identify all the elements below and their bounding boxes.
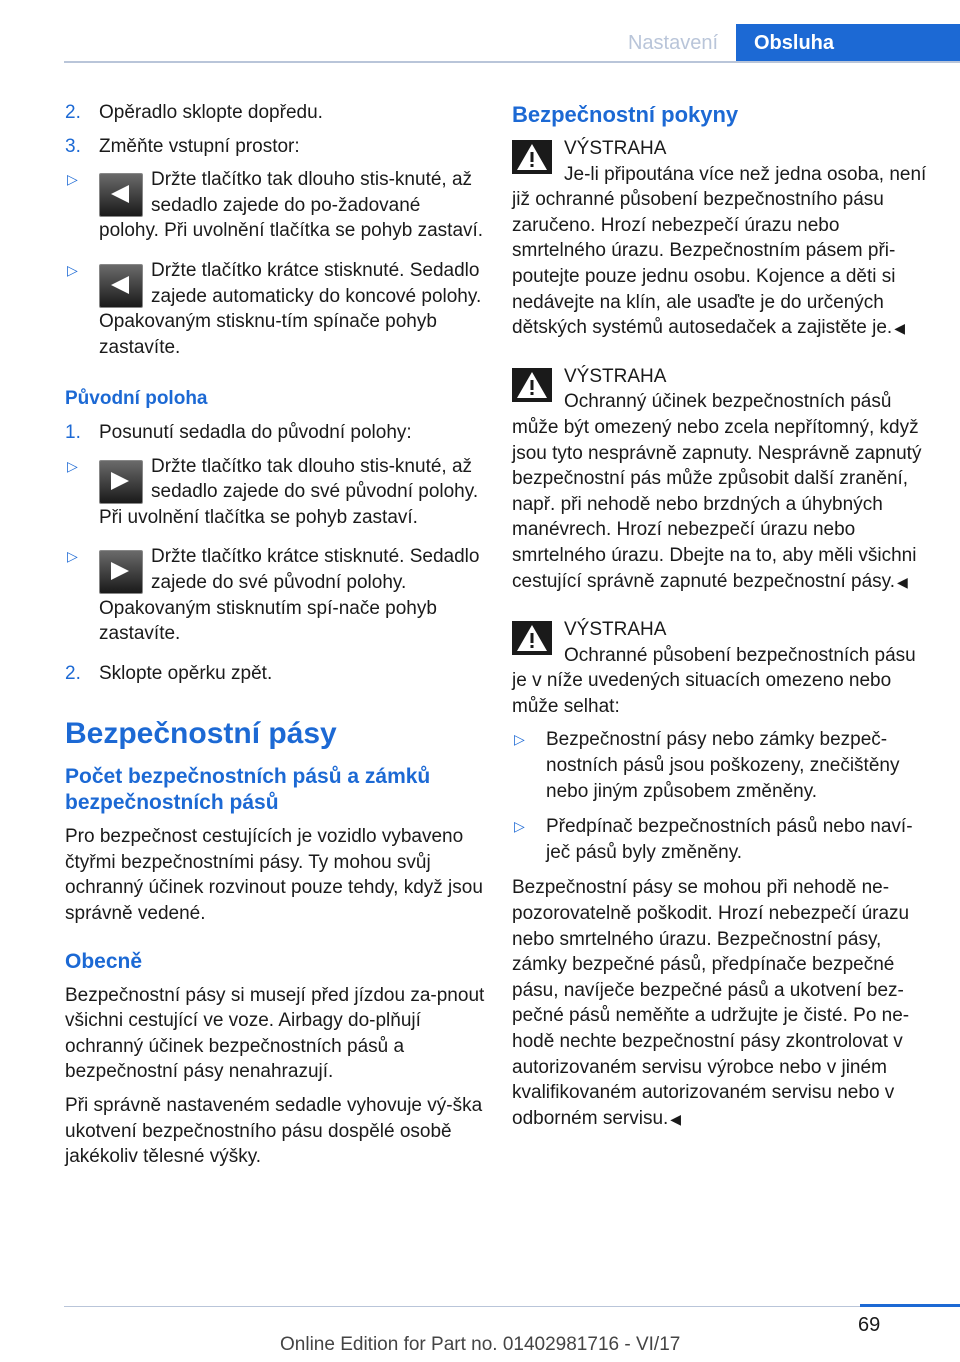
triangle-bullet-icon: ▷ (67, 548, 78, 565)
page-header (0, 0, 960, 62)
paragraph: Bezpečnostní pásy si musejí před jízdou za-pnout všichni cestující ve voze. Airbagy do-plňují ochranný účinek bezpečnostních pásů a bezpečnostní pásy nenahrazují. (65, 984, 485, 1083)
step-item (65, 100, 485, 126)
step-number: 1. (65, 421, 81, 443)
left-column (65, 100, 485, 1178)
end-mark-icon: ◀ (894, 320, 905, 337)
triangle-bullet-icon: ▷ (514, 731, 525, 748)
end-mark-icon: ◀ (670, 1110, 682, 1127)
chapter-title: Bezpečnostní pásy (65, 717, 337, 751)
subsection-heading: Obecně (65, 949, 143, 973)
warning-label: VÝSTRAHA (564, 138, 667, 159)
section-heading: Původní poloha (65, 388, 208, 410)
footer-rule (64, 1306, 960, 1307)
triangle-bullet-icon: ▷ (67, 261, 78, 278)
footer-accent (860, 1304, 960, 1307)
step-text: Změňte vstupní prostor: (99, 135, 300, 157)
warning-block (512, 136, 932, 342)
step-item (65, 134, 485, 160)
sub-step (65, 258, 485, 360)
sub-step-text: Držte tlačítko tak dlouho stis-knuté, až sedadlo zajede do po-žadované polohy. Při uvolnění tlačítka se pohyb zastaví. (99, 169, 484, 242)
right-column (512, 100, 932, 1140)
paragraph: Pro bezpečnost cestujících je vozidlo vybaveno čtyřmi bezpečnostními pásy. Ty mohou svůj ochranný účinek rozvinout pouze tehdy, když jsou správně vedené. (65, 826, 483, 925)
step-item (65, 420, 485, 446)
list-item-text: Předpínač bezpečnostních pásů nebo naví-ječ pásů byly změněny. (546, 816, 913, 863)
step-item (65, 661, 485, 687)
warning-block (512, 617, 932, 719)
triangle-bullet-icon: ▷ (514, 818, 525, 835)
list-item-text: Bezpečnostní pásy nebo zámky bezpeč-nostních pásů jsou poškozeny, znečištěny nebo jiným způsobem změněny. (546, 729, 900, 802)
sub-step-text: Držte tlačítko krátce stisknuté. Sedadlo zajede do své původní polohy. Opakovaným stisknutím spí-nače pohyb zastavíte. (99, 546, 480, 645)
warning-text: Ochranné působení bezpečnostních pásu je v níže uvedených situacích omezeno nebo může selhat: (512, 644, 916, 717)
step-text: Opěradlo sklopte dopředu. (99, 102, 323, 123)
step-number: 2. (65, 662, 81, 684)
header-rule (64, 61, 960, 63)
warning-label: VÝSTRAHA (564, 619, 667, 641)
edition-note: Online Edition for Part no. 01402981716 - VI/17 (280, 1334, 681, 1355)
tab-obsluha[interactable]: Obsluha (736, 24, 960, 62)
seat-forward-button-icon (99, 460, 143, 504)
sub-step-text: Držte tlačítko tak dlouho stis-knuté, až sedadlo zajede do své původní polohy. Při uvolnění tlačítka se pohyb zastaví. (99, 455, 479, 528)
page-number: 69 (858, 1314, 881, 1336)
end-mark-icon: ◀ (897, 573, 908, 590)
step-text: Posunutí sedadla do původní polohy: (99, 421, 412, 443)
seat-forward-button-icon (99, 550, 143, 594)
sub-step (65, 544, 485, 646)
list-item (512, 727, 932, 804)
section-heading: Bezpečnostní pokyny (512, 102, 739, 127)
step-number: 3. (65, 135, 81, 157)
step-number: 2. (65, 102, 81, 123)
warning-text: Ochranný účinek bezpečnostních pásů může být omezený nebo zcela nepřítomný, když jsou tyto nesprávně zapnuty. Nesprávně zapnutý bezpečnostní pás může způsobit další zranění, např. při nehodě nebo brzdných a úhybných manévrech. Hrozí nebezpečí úrazu nebo smrtelného úrazu. Dbejte na to, aby měli všichni cestující správně zapnuté bezpečnostní pásy. (512, 391, 922, 592)
list-item (512, 814, 932, 865)
paragraph-text: Bezpečnostní pásy se mohou při nehodě ne-pozorovatelně poškodit. Hrozí nebezpečí úrazu nebo smrtelného úrazu. Bezpečnostní pásy, zámky bezpečné pásů, předpínače bezpečné pásu, navíječe bezpečné pásů a ukotvení bez-pečné pásů neměňte a udržujte je čisté. Po ne-hodě nechte bezpečnostní pásy zkontrolovat v autorizovaném servisu výrobce nebo v jiném kvalifikovaném autorizovaném servisu nebo v odborném servisu. (512, 877, 910, 1129)
triangle-bullet-icon: ▷ (67, 171, 78, 188)
subsection-heading: Počet bezpečnostních pásů a zámků bezpečnostních pásů (65, 765, 431, 815)
warning-triangle-icon (512, 368, 552, 402)
warning-text: Je-li připoutána více než jedna osoba, není již ochranné působení bezpečnostního pásu zaručeno. Hrozí nebezpečí úrazu nebo smrtelného úrazu. Bezpečnostním pásem při-poutejte pouze jednu osobu. Kojence a děti si nedávejte na klín, ale usaďte je do určených dětských systémů autosedaček a zajistěte je. (512, 163, 927, 339)
paragraph (512, 875, 932, 1132)
sub-step (65, 454, 485, 531)
tab-nastaveni[interactable]: Nastavení (627, 32, 719, 54)
warning-block (512, 364, 932, 595)
warning-triangle-icon (512, 140, 552, 174)
warning-label: VÝSTRAHA (564, 365, 667, 387)
step-text: Sklopte opěrku zpět. (99, 662, 273, 684)
warning-triangle-icon (512, 621, 552, 655)
seat-back-button-icon (99, 264, 143, 308)
sub-step-text: Držte tlačítko krátce stisknuté. Sedadlo zajede automaticky do koncové polohy. Opakovaným stisknu-tím spínače pohyb zastavíte. (99, 259, 482, 358)
sub-step (65, 167, 485, 244)
triangle-bullet-icon: ▷ (67, 457, 78, 474)
seat-back-button-icon (99, 173, 143, 217)
paragraph: Při správně nastaveném sedadle vyhovuje vý-ška ukotvení bezpečnostního pásu dospělé osobě jakékoliv tělesné výšky. (65, 1095, 483, 1168)
